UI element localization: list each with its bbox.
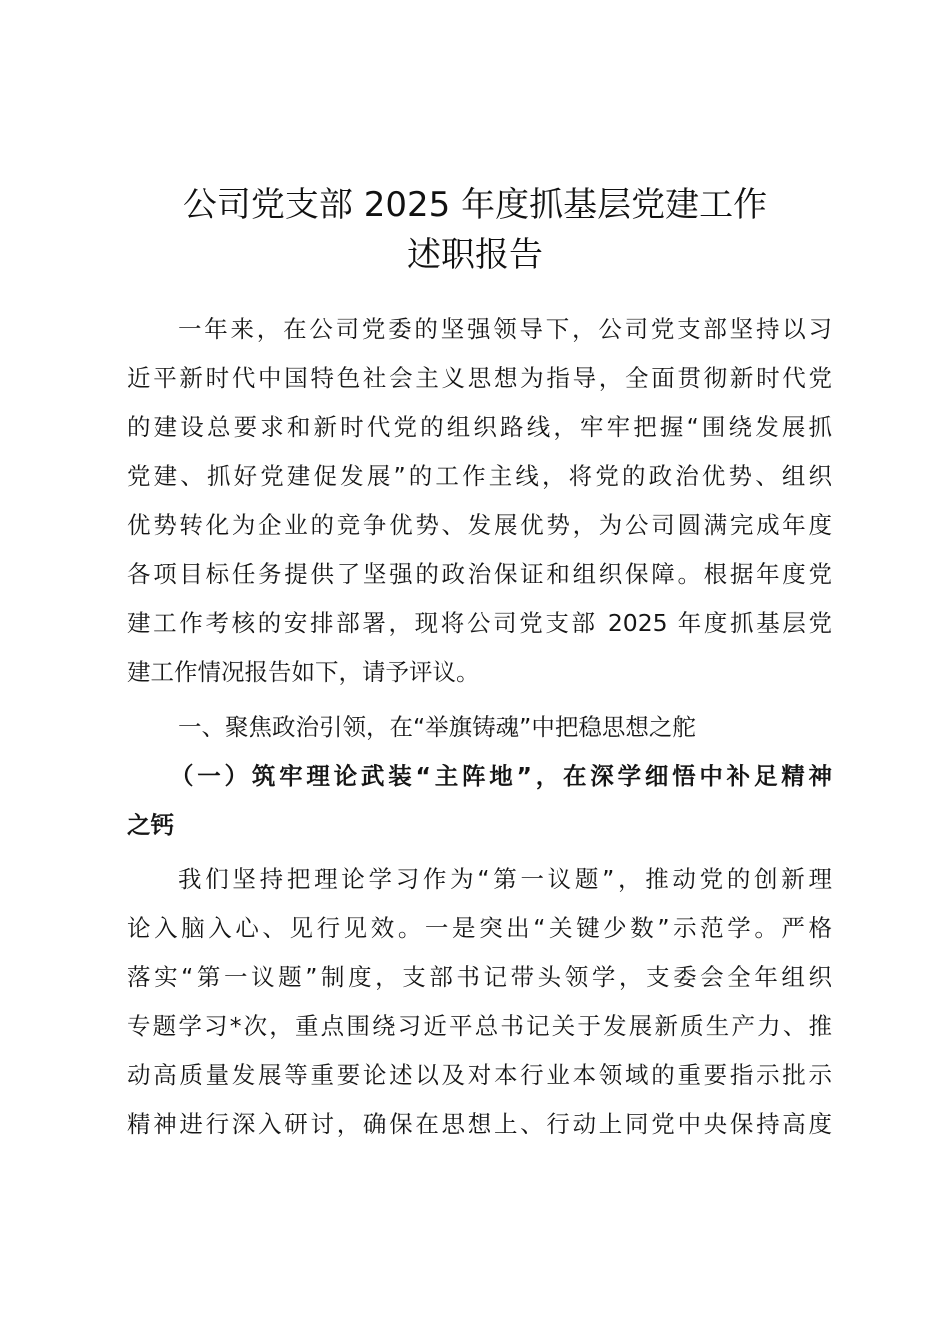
paragraph-line: 落实“第一议题”制度，支部书记带头领学，支委会全年组织 <box>127 963 832 991</box>
subsection-heading-line: （一）筑牢理论武装“主阵地”，在深学细悟中补足精神 <box>170 762 832 790</box>
paragraph-line: 的建设总要求和新时代党的组织路线，牢牢把握“围绕发展抓 <box>127 413 832 441</box>
paragraph-line: 党建、抓好党建促发展”的工作主线，将党的政治优势、组织 <box>127 462 832 490</box>
report-title-line-1: 公司党支部 2025 年度抓基层党建工作 <box>182 185 768 225</box>
paragraph-line: 论入脑入心、见行见效。一是突出“关键少数”示范学。严格 <box>127 914 832 942</box>
paragraph-line: 各项目标任务提供了坚强的政治保证和组织保障。根据年度党 <box>127 560 832 588</box>
paragraph-line: 专题学习*次，重点围绕习近平总书记关于发展新质生产力、推 <box>127 1012 832 1040</box>
paragraph-line: 动高质量发展等重要论述以及对本行业本领域的重要指示批示 <box>127 1061 832 1089</box>
paragraph-line: 近平新时代中国特色社会主义思想为指导，全面贯彻新时代党 <box>127 364 832 392</box>
paragraph-line: 我们坚持把理论学习作为“第一议题”，推动党的创新理 <box>178 865 832 893</box>
paragraph-line: 建工作考核的安排部署，现将公司党支部 2025 年度抓基层党 <box>127 609 832 637</box>
subsection-heading-line: 之钙 <box>127 811 174 839</box>
paragraph-line: 一年来，在公司党委的坚强领导下，公司党支部坚持以习 <box>178 315 832 343</box>
report-title-line-2: 述职报告 <box>407 235 543 275</box>
paragraph-line: 优势转化为企业的竞争优势、发展优势，为公司圆满完成年度 <box>127 511 832 539</box>
section-heading-1: 一、聚焦政治引领，在“举旗铸魂”中把稳思想之舵 <box>178 713 696 741</box>
paragraph-line: 建工作情况报告如下，请予评议。 <box>127 658 480 686</box>
paragraph-line: 精神进行深入研讨，确保在思想上、行动上同党中央保持高度 <box>127 1110 832 1138</box>
